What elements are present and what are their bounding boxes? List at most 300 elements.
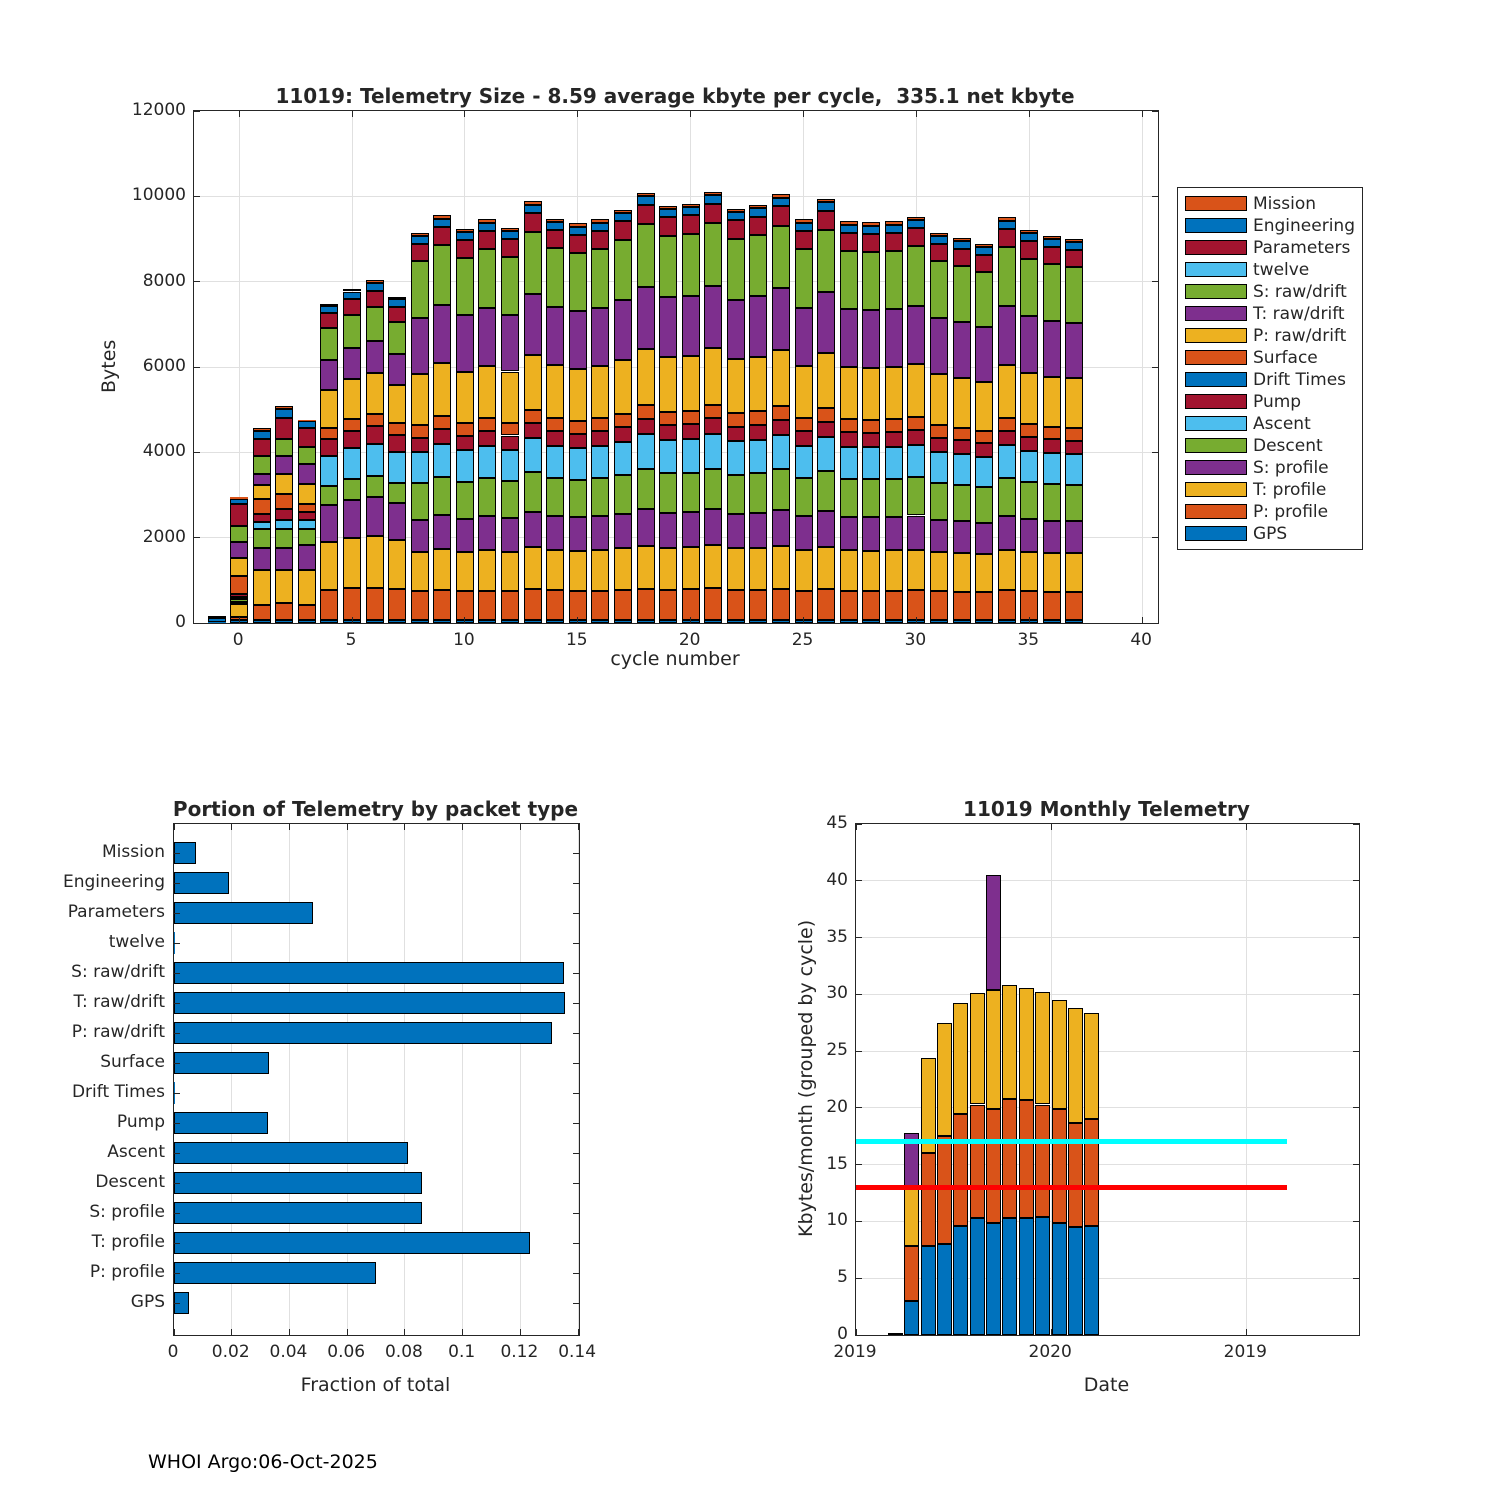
bar-segment-t--raw-drift xyxy=(682,296,700,356)
bar-segment-surface xyxy=(795,418,813,431)
bar-segment-t--raw-drift xyxy=(659,297,677,357)
monthly-bar-segment-blue xyxy=(1002,1218,1017,1335)
bar-segment-pump xyxy=(772,420,790,435)
bar-segment-ascent xyxy=(433,444,451,477)
bar-segment-t--raw-drift xyxy=(953,322,971,377)
bar-segment-parameters xyxy=(840,233,858,251)
y-tick xyxy=(573,1303,579,1304)
bar-segment-mission xyxy=(569,223,587,226)
y-tick xyxy=(573,1003,579,1004)
bar-segment-p--profile xyxy=(411,591,429,619)
bar-segment-p--profile xyxy=(817,589,835,620)
bar-segment-surface xyxy=(456,423,474,436)
category-label: T: raw/drift xyxy=(73,992,165,1012)
bar-segment-t--raw-drift xyxy=(998,306,1016,364)
bar-segment-ascent xyxy=(388,452,406,483)
bar-segment-mission xyxy=(704,192,722,195)
x-tick xyxy=(578,824,579,830)
bar-segment-parameters xyxy=(885,233,903,251)
bar-segment-descent xyxy=(772,469,790,509)
legend-label: Drift Times xyxy=(1253,370,1347,390)
x-tick-label: 2019 xyxy=(1223,1342,1267,1362)
bar-segment-pump xyxy=(320,439,338,456)
bar-segment-ascent xyxy=(343,448,361,479)
x-tick xyxy=(803,617,804,623)
bar-segment-ascent xyxy=(975,457,993,487)
bar-segment-t--profile xyxy=(546,550,564,591)
bar-segment-t--raw-drift xyxy=(320,360,338,390)
bar-segment-s--profile xyxy=(343,500,361,538)
bar-segment-s--profile xyxy=(546,516,564,550)
bar-segment-t--profile xyxy=(320,542,338,590)
bar-segment-t--profile xyxy=(433,549,451,590)
bar-segment-engineering xyxy=(433,219,451,227)
bar-segment-pump xyxy=(343,431,361,448)
y-tick xyxy=(573,1033,579,1034)
bar-segment-surface xyxy=(975,431,993,443)
bar-segment-pump xyxy=(885,432,903,447)
bar-segment-p--profile xyxy=(637,589,655,620)
bar-segment-surface xyxy=(230,576,248,594)
y-tick xyxy=(194,111,200,112)
bar-segment-t--profile xyxy=(478,550,496,590)
bar-segment-mission xyxy=(501,228,519,231)
bar-segment-pump xyxy=(637,419,655,435)
bar-segment-p--profile xyxy=(907,590,925,619)
bar-segment-descent xyxy=(727,475,745,514)
bar-segment-t--profile xyxy=(614,548,632,589)
bar-segment-s--raw-drift xyxy=(1065,267,1083,323)
bar-segment-mission xyxy=(975,244,993,247)
bar-segment-pump xyxy=(749,425,767,440)
y-tick xyxy=(174,883,180,884)
bar-segment-p--raw-drift xyxy=(907,364,925,417)
bar-segment-parameters xyxy=(727,220,745,239)
bar-segment-engineering xyxy=(569,227,587,235)
bar-segment-ascent xyxy=(298,520,316,528)
bar-segment-descent xyxy=(795,478,813,516)
y-tick xyxy=(573,1093,579,1094)
bar-segment-engineering xyxy=(840,225,858,233)
y-tick xyxy=(174,1303,180,1304)
bar-segment-mission xyxy=(772,194,790,197)
x-tick-label: 15 xyxy=(565,630,588,650)
y-tick xyxy=(856,824,862,825)
bar-segment-p--profile xyxy=(569,591,587,620)
x-tick xyxy=(289,1329,290,1335)
bar-segment-s--raw-drift xyxy=(569,253,587,311)
bar-segment-ascent xyxy=(840,447,858,479)
bar-segment-s--raw-drift xyxy=(953,266,971,322)
bar-segment-gps xyxy=(659,620,677,623)
bar-segment-descent xyxy=(975,487,993,523)
bar-segment-ascent xyxy=(637,434,655,468)
bar-segment-engineering xyxy=(862,226,880,234)
bar-segment-surface xyxy=(998,418,1016,431)
bar-segment-ascent xyxy=(930,452,948,483)
bar-segment-mission xyxy=(275,406,293,410)
bar-segment-gps xyxy=(998,620,1016,623)
reference-line-red xyxy=(856,1185,1287,1190)
y-tick xyxy=(194,196,200,197)
monthly-bar-segment-orange xyxy=(986,1109,1001,1223)
bar-segment-descent xyxy=(704,469,722,510)
bar-segment-p--raw-drift xyxy=(1065,378,1083,428)
y-tick xyxy=(1353,1051,1359,1052)
bar-segment-p--raw-drift xyxy=(524,355,542,410)
grid-line xyxy=(520,824,521,1335)
bar-segment-surface xyxy=(614,414,632,427)
bar-segment-t--raw-drift xyxy=(907,306,925,364)
y-tick xyxy=(1152,452,1158,453)
bar-engineering xyxy=(174,872,229,894)
x-tick xyxy=(916,617,917,623)
bar-segment-t--raw-drift xyxy=(930,318,948,374)
bar-segment-pump xyxy=(998,431,1016,446)
y-tick xyxy=(856,1278,862,1279)
y-tick xyxy=(1353,1164,1359,1165)
bar-segment-parameters xyxy=(998,229,1016,247)
bar-segment-pump xyxy=(478,431,496,446)
bar-segment-s--raw-drift xyxy=(388,322,406,354)
bar-segment-ascent xyxy=(817,437,835,471)
bar-segment-t--raw-drift xyxy=(749,296,767,356)
bar-segment-engineering xyxy=(275,409,293,417)
y-tick-label: 20 xyxy=(826,1096,848,1117)
bar-segment-t--profile xyxy=(569,551,587,591)
bar-segment-s--profile xyxy=(569,517,587,550)
bar-segment-t--profile xyxy=(1043,553,1061,592)
x-tick xyxy=(916,111,917,117)
bar-segment-ascent xyxy=(501,450,519,482)
grid-line xyxy=(578,824,579,1335)
bar-segment-s--profile xyxy=(230,602,248,605)
bar-segment-s--profile xyxy=(862,517,880,551)
bar-segment-t--raw-drift xyxy=(772,288,790,350)
bar-segment-t--profile xyxy=(659,548,677,590)
bar-segment-surface xyxy=(682,411,700,424)
category-label: S: raw/drift xyxy=(71,962,165,982)
bar-segment-parameters xyxy=(230,504,248,525)
bar-segment-pump xyxy=(975,443,993,457)
bar-segment-t--raw-drift xyxy=(1020,316,1038,373)
bar-segment-t--profile xyxy=(749,548,767,590)
monthly-bar-segment-blue xyxy=(921,1246,936,1335)
bar-segment-engineering xyxy=(298,421,316,428)
bar-segment-parameters xyxy=(975,255,993,272)
bar-segment-descent xyxy=(614,475,632,514)
y-tick xyxy=(573,1183,579,1184)
bar-segment-engineering xyxy=(953,241,971,249)
bar-segment-t--raw-drift xyxy=(343,348,361,379)
bar-segment-descent xyxy=(253,529,271,549)
bar-segment-t--profile xyxy=(411,552,429,591)
bar-segment-p--raw-drift xyxy=(614,360,632,414)
bar-segment-gps xyxy=(208,622,226,623)
bar-segment-ascent xyxy=(727,441,745,474)
bar-segment-pump xyxy=(817,422,835,437)
bar-segment-t--profile xyxy=(975,554,993,592)
bar-segment-descent xyxy=(1065,485,1083,521)
bar-segment-mission xyxy=(817,199,835,202)
bar-segment-s--profile xyxy=(637,509,655,545)
bar-segment-surface xyxy=(524,410,542,423)
bar-segment-parameters xyxy=(275,418,293,440)
bar-segment-s--profile xyxy=(591,516,609,550)
bar-segment-s--raw-drift xyxy=(524,232,542,294)
y-tick xyxy=(174,1003,180,1004)
y-tick xyxy=(856,1221,862,1222)
bar-t--raw-drift xyxy=(174,992,565,1014)
bar-segment-s--raw-drift xyxy=(682,234,700,295)
bar-segment-t--profile xyxy=(817,547,835,589)
bar-segment-s--profile xyxy=(704,509,722,545)
y-tick xyxy=(1353,880,1359,881)
x-tick xyxy=(1051,1329,1052,1335)
legend-swatch-descent xyxy=(1185,438,1247,453)
bar-segment-engineering xyxy=(366,283,384,291)
x-tick-label: 0.14 xyxy=(558,1342,597,1362)
x-tick xyxy=(347,824,348,830)
bar-segment-descent xyxy=(749,473,767,512)
monthly-bar-segment-blue xyxy=(953,1226,968,1335)
bar-segment-surface xyxy=(727,413,745,426)
bar-segment-parameters xyxy=(953,249,971,266)
bar-segment-engineering xyxy=(253,431,271,439)
y-tick xyxy=(573,1273,579,1274)
x-tick xyxy=(856,1329,857,1335)
bar-segment-p--profile xyxy=(998,590,1016,619)
bar-segment-t--profile xyxy=(998,550,1016,591)
bar-segment-mission xyxy=(388,297,406,300)
bar-segment-p--profile xyxy=(975,592,993,619)
bar-segment-mission xyxy=(727,209,745,212)
bar-segment-parameters xyxy=(772,206,790,225)
y-tick xyxy=(174,943,180,944)
bar-segment-p--raw-drift xyxy=(930,374,948,425)
bar-segment-parameters xyxy=(569,235,587,253)
bar-segment-gps xyxy=(501,620,519,623)
monthly-bar-segment-gold xyxy=(953,1003,968,1113)
bar-segment-p--profile xyxy=(727,590,745,620)
bar-segment-engineering xyxy=(614,213,632,221)
bar-segment-t--profile xyxy=(953,553,971,591)
x-tick-label: 0.12 xyxy=(500,1342,539,1362)
monthly-bar-segment-blue xyxy=(1019,1218,1034,1335)
y-tick xyxy=(174,1093,180,1094)
bar-segment-p--profile xyxy=(320,590,338,620)
bar-segment-t--raw-drift xyxy=(478,308,496,366)
monthly-bar-segment-orange xyxy=(1002,1099,1017,1218)
bar-segment-engineering xyxy=(772,198,790,207)
bar-segment-pump xyxy=(298,512,316,520)
bar-segment-gps xyxy=(885,620,903,623)
bar-parameters xyxy=(174,902,313,924)
bar-segment-gps xyxy=(1043,620,1061,623)
monthly-bar-segment-orange xyxy=(1084,1119,1099,1226)
bar-segment-p--profile xyxy=(478,591,496,620)
x-tick xyxy=(577,111,578,117)
bar-segment-engineering xyxy=(659,209,677,217)
bar-segment-t--profile xyxy=(591,550,609,590)
legend-swatch-gps xyxy=(1185,526,1247,541)
bar-segment-p--raw-drift xyxy=(749,357,767,411)
y-tick xyxy=(573,973,579,974)
x-tick xyxy=(239,617,240,623)
bar-segment-gps xyxy=(614,620,632,623)
bar-segment-p--raw-drift xyxy=(862,368,880,420)
bar-segment-descent xyxy=(930,483,948,520)
bar-segment-descent xyxy=(1020,482,1038,519)
legend-label: twelve xyxy=(1253,260,1310,280)
bar-segment-s--profile xyxy=(388,503,406,540)
bar-segment-p--raw-drift xyxy=(817,353,835,408)
category-label: Drift Times xyxy=(71,1082,165,1102)
y-tick xyxy=(174,913,180,914)
bar-surface xyxy=(174,1052,269,1074)
bar-segment-gps xyxy=(637,620,655,623)
top-chart-legend xyxy=(1177,187,1363,550)
bar-segment-mission xyxy=(433,215,451,218)
bar-segment-descent xyxy=(817,471,835,511)
legend-swatch-mission xyxy=(1185,196,1247,211)
bar-segment-surface xyxy=(1020,424,1038,437)
bar-segment-pump xyxy=(253,514,271,522)
x-tick xyxy=(352,111,353,117)
bar-segment-descent xyxy=(907,477,925,515)
bar-segment-s--raw-drift xyxy=(772,226,790,289)
bar-segment-t--raw-drift xyxy=(275,456,293,474)
legend-label: Pump xyxy=(1253,392,1302,412)
monthly-bar-segment-purple xyxy=(986,875,1001,990)
bar-segment-mission xyxy=(1065,239,1083,242)
bar-segment-descent xyxy=(366,476,384,497)
grid-line xyxy=(856,937,1359,938)
bar-segment-surface xyxy=(637,405,655,419)
bar-segment-engineering xyxy=(704,195,722,204)
bar-segment-parameters xyxy=(907,228,925,246)
bar-segment-ascent xyxy=(907,445,925,477)
bar-p--raw-drift xyxy=(174,1022,552,1044)
bar-segment-mission xyxy=(998,217,1016,220)
category-label: P: profile xyxy=(89,1262,165,1282)
bar-segment-t--raw-drift xyxy=(975,327,993,382)
monthly-bar-segment-orange xyxy=(1068,1123,1083,1227)
bar-segment-s--raw-drift xyxy=(411,261,429,318)
bar-segment-descent xyxy=(433,477,451,515)
bar-segment-parameters xyxy=(1043,247,1061,264)
monthly-bar-segment-blue xyxy=(1084,1226,1099,1335)
bar-segment-s--profile xyxy=(320,505,338,541)
y-tick xyxy=(856,1164,862,1165)
bar-segment-t--profile xyxy=(727,548,745,589)
bar-segment-engineering xyxy=(998,221,1016,229)
bar-segment-ascent xyxy=(659,440,677,473)
bar-segment-t--profile xyxy=(275,570,293,603)
monthly-bar-segment-gold xyxy=(1068,1008,1083,1123)
bar-segment-engineering xyxy=(343,292,361,300)
bar-segment-s--profile xyxy=(253,548,271,570)
monthly-bar-segment-blue xyxy=(1035,1217,1050,1335)
bar-segment-descent xyxy=(659,473,677,512)
bar-segment-ascent xyxy=(862,447,880,479)
bar-segment-descent xyxy=(546,478,564,516)
bar-segment-descent xyxy=(230,599,248,602)
bar-segment-s--profile xyxy=(930,520,948,553)
bar-segment-t--profile xyxy=(1020,552,1038,591)
bar-segment-p--raw-drift xyxy=(1043,377,1061,427)
bar-segment-engineering xyxy=(456,232,474,240)
bar-segment-p--profile xyxy=(885,591,903,620)
bar-segment-pump xyxy=(1020,437,1038,451)
bar-segment-p--raw-drift xyxy=(275,474,293,494)
y-tick xyxy=(194,367,200,368)
bar-segment-s--profile xyxy=(885,517,903,551)
portion-chart-xlabel: Fraction of total xyxy=(300,1374,451,1396)
x-tick-label: 0.08 xyxy=(384,1342,423,1362)
legend-label: Parameters xyxy=(1253,238,1351,258)
monthly-bar-segment-orange xyxy=(921,1153,936,1246)
bar-segment-p--raw-drift xyxy=(253,485,271,498)
y-tick-label: 25 xyxy=(826,1040,848,1061)
bar-segment-descent xyxy=(1043,484,1061,520)
bar-segment-gps xyxy=(320,620,338,623)
bar-segment-pump xyxy=(230,594,248,597)
bar-pump xyxy=(174,1112,268,1134)
bar-segment-pump xyxy=(275,509,293,520)
bar-segment-s--raw-drift xyxy=(298,447,316,464)
bar-segment-pump xyxy=(862,433,880,448)
monthly-bar-segment-orange xyxy=(1019,1100,1034,1218)
bar-segment-s--profile xyxy=(1020,519,1038,552)
x-tick xyxy=(520,824,521,830)
bar-segment-parameters xyxy=(343,299,361,315)
bar-segment-mission xyxy=(795,219,813,222)
bar-segment-gps xyxy=(727,620,745,623)
bar-segment-surface xyxy=(1043,427,1061,439)
bar-segment-s--profile xyxy=(456,519,474,552)
legend-swatch-twelve xyxy=(1185,262,1247,277)
bar-segment-gps xyxy=(817,620,835,623)
y-tick-label: 45 xyxy=(826,813,848,833)
bar-segment-mission xyxy=(411,233,429,236)
bar-segment-engineering xyxy=(1065,242,1083,250)
bar-segment-mission xyxy=(456,229,474,232)
bar-segment-mission xyxy=(591,219,609,222)
monthly-bar-segment-gold xyxy=(937,1023,952,1137)
bar-segment-pump xyxy=(614,427,632,442)
bar-segment-s--raw-drift xyxy=(1043,264,1061,321)
bar-segment-mission xyxy=(885,221,903,224)
bar-segment-pump xyxy=(501,436,519,450)
bar-segment-p--profile xyxy=(253,605,271,620)
category-label: S: profile xyxy=(89,1202,165,1222)
x-tick-label: 40 xyxy=(1130,630,1152,650)
bar-segment-descent xyxy=(591,478,609,516)
monthly-bar-segment-gold xyxy=(1035,992,1050,1104)
y-tick xyxy=(856,1107,862,1108)
y-tick xyxy=(194,537,200,538)
grid-line xyxy=(856,994,1359,995)
bar-segment-t--profile xyxy=(704,545,722,588)
bar-segment-s--profile xyxy=(795,516,813,550)
y-tick xyxy=(194,281,200,282)
bar-segment-p--raw-drift xyxy=(366,373,384,414)
x-tick xyxy=(1246,1329,1247,1335)
portion-chart-plot-area xyxy=(173,823,580,1336)
monthly-bar-segment-blue xyxy=(937,1244,952,1335)
bar-segment-engineering xyxy=(320,306,338,313)
